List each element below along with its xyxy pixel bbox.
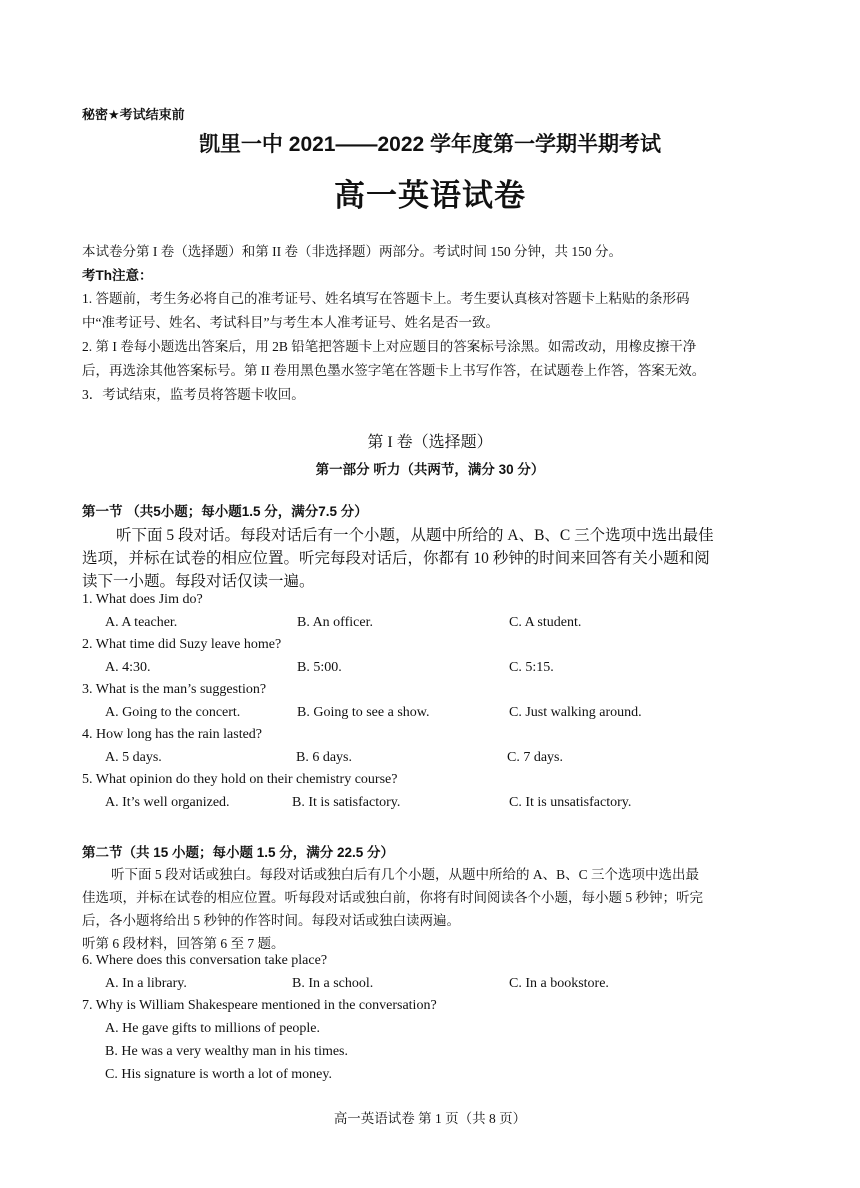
question-5-option-a: A. It’s well organized.: [105, 795, 230, 810]
note-2-line-2: 后，再选涂其他答案标号。第 II 卷用黑色墨水签字笔在答题卡上书写作答，在试题卷上作答，答案无效。: [82, 363, 706, 378]
question-1-option-c: C. A student.: [509, 615, 582, 630]
section1-instruction-line-2: 选项，并标在试卷的相应位置。听完每段对话后，你都有 10 秒钟的时间来回答有关小题和阅: [82, 550, 710, 567]
note-1-line-1: 1. 答题前，考生务必将自己的准考证号、姓名填写在答题卡上。考生要认真核对答题卡上粘贴的条形码: [82, 291, 690, 306]
question-7-option-c: C. His signature is worth a lot of money.: [105, 1067, 332, 1082]
question-5-option-b: B. It is satisfactory.: [292, 795, 401, 810]
intro-text: 本试卷分第 I 卷（选择题）和第 II 卷（非选择题）两部分。考试时间 150 分钟，共 150 分。: [82, 244, 622, 259]
section1-instruction-line-1: 听下面 5 段对话。每段对话后有一个小题，从题中所给的 A、B、C 三个选项中选出最佳: [116, 527, 714, 544]
question-7-option-a: A. He gave gifts to millions of people.: [105, 1021, 321, 1036]
part1-title: 第一部分 听力（共两节，满分 30 分）: [315, 462, 545, 477]
question-4-option-c: C. 7 days.: [507, 750, 563, 765]
page-footer: 高一英语试卷 第 1 页（共 8 页）: [333, 1111, 527, 1126]
question-3: 3. What is the man’s suggestion?: [82, 682, 267, 697]
question-6: 6. Where does this conversation take place?: [82, 953, 328, 968]
volume-title: 第 I 卷（选择题）: [367, 434, 493, 451]
material-note: 听第 6 段材料，回答第 6 至 7 题。: [82, 936, 285, 951]
question-3-option-b: B. Going to see a show.: [297, 705, 430, 720]
note-3: 3．考试结束，监考员将答题卡收回。: [82, 387, 305, 402]
section2-heading: 第二节（共 15 小题；每小题 1.5 分，满分 22.5 分）: [82, 845, 395, 860]
note-2-line-1: 2. 第 I 卷每小题选出答案后，用 2B 铅笔把答题卡上对应题目的答案标号涂黑。如需改动，用橡皮擦干净: [82, 339, 697, 354]
section2-instruction-line-3: 后，各小题将给出 5 秒钟的作答时间。每段对话或独白读两遍。: [82, 913, 460, 928]
confidential-label: 秘密★考试结束前: [82, 107, 185, 122]
question-3-option-c: C. Just walking around.: [509, 705, 642, 720]
question-7: 7. Why is William Shakespeare mentioned in the conversation?: [82, 998, 437, 1013]
question-2-option-b: B. 5:00.: [297, 660, 342, 675]
section1-heading: 第一节 （共5小题；每小题1.5 分，满分7.5 分）: [82, 504, 368, 519]
note-1-line-2: 中“准考证号、姓名、考试科目”与考生本人准考证号、姓名是否一致。: [82, 315, 499, 330]
question-7-option-b: B. He was a very wealthy man in his times.: [105, 1044, 349, 1059]
question-5-option-c: C. It is unsatisfactory.: [509, 795, 632, 810]
question-4: 4. How long has the rain lasted?: [82, 727, 263, 742]
question-1-option-b: B. An officer.: [297, 615, 373, 630]
question-5: 5. What opinion do they hold on their chemistry course?: [82, 772, 398, 787]
paper-title: 高一英语试卷: [334, 178, 526, 213]
question-6-option-a: A. In a library.: [105, 976, 187, 991]
question-3-option-a: A. Going to the concert.: [105, 705, 241, 720]
question-6-option-c: C. In a bookstore.: [509, 976, 609, 991]
question-2: 2. What time did Suzy leave home?: [82, 637, 282, 652]
question-4-option-a: A. 5 days.: [105, 750, 162, 765]
section2-instruction-line-2: 佳选项，并标在试卷的相应位置。听每段对话或独白前，你将有时间阅读各个小题，每小题 5 秒钟；听完: [82, 890, 703, 905]
notes-heading: 考Th注意：: [82, 268, 153, 283]
section1-instruction-line-3: 读下一小题。每段对话仅读一遍。: [82, 573, 315, 590]
question-1-option-a: A. A teacher.: [105, 615, 178, 630]
exam-title: 凯里一中 2021——2022 学年度第一学期半期考试: [198, 133, 662, 156]
question-4-option-b: B. 6 days.: [296, 750, 352, 765]
section2-instruction-line-1: 听下面 5 段对话或独白。每段对话或独白后有几个小题，从题中所给的 A、B、C 三个选项中选出最: [111, 867, 700, 882]
question-6-option-b: B. In a school.: [292, 976, 374, 991]
question-1: 1. What does Jim do?: [82, 592, 203, 607]
question-2-option-a: A. 4:30.: [105, 660, 151, 675]
question-2-option-c: C. 5:15.: [509, 660, 554, 675]
